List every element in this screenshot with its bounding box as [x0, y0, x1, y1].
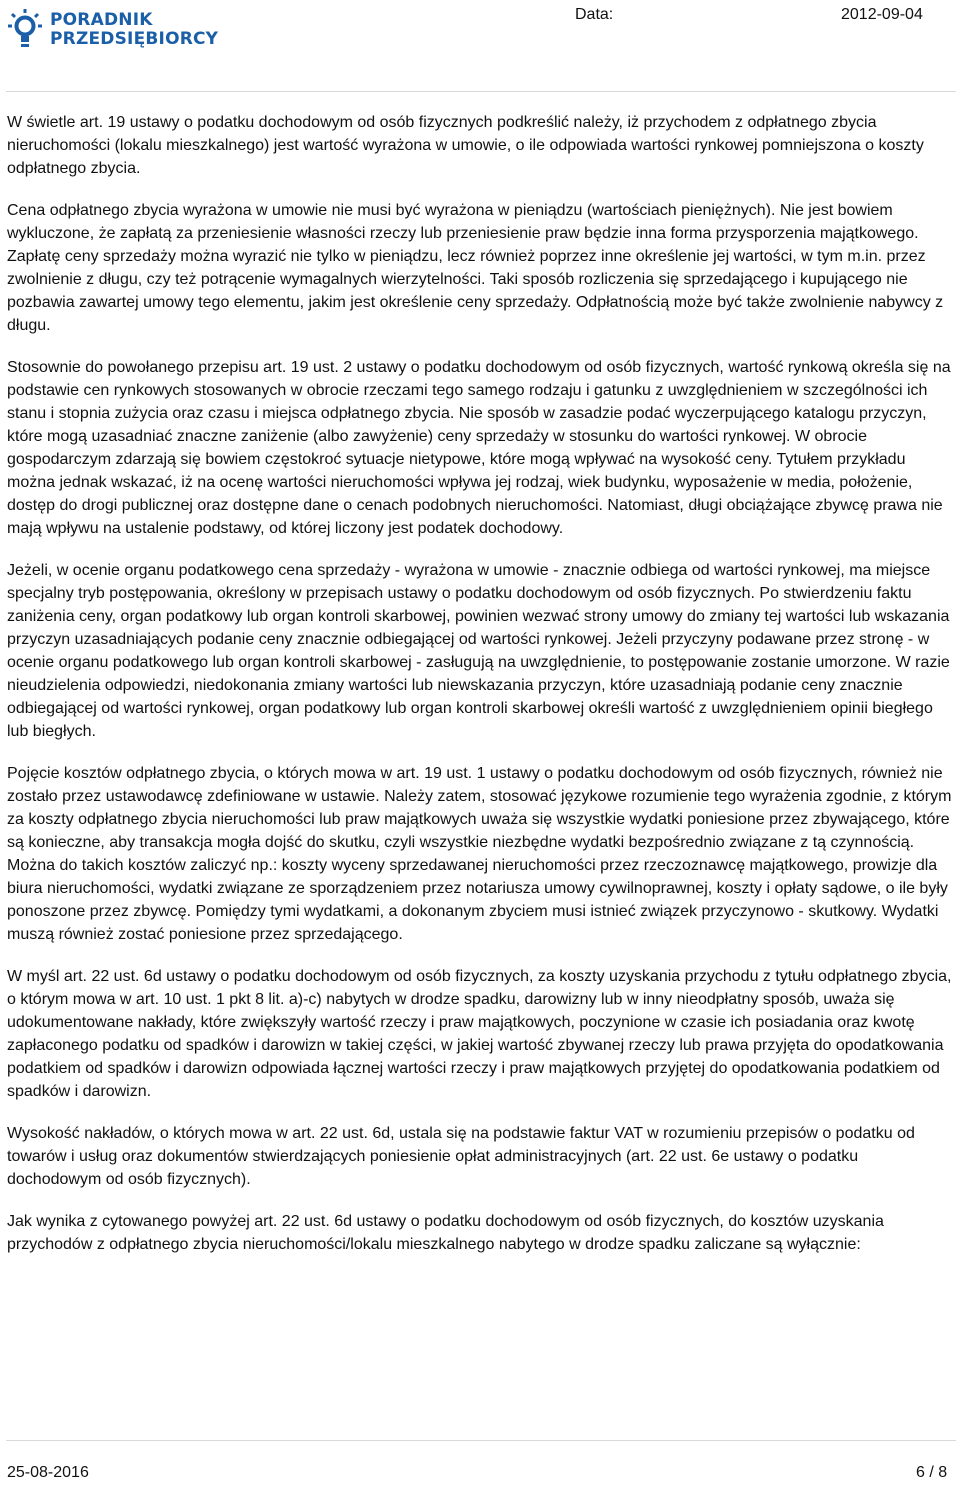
- date-value: 2012-09-04: [841, 6, 923, 23]
- date-row: [0, 6, 960, 26]
- article-body: [7, 111, 955, 1275]
- footer-divider: [6, 1440, 956, 1441]
- logo-line-2: PRZEDSIĘBIORCY: [50, 29, 219, 49]
- page-number: 6 / 8: [916, 1464, 948, 1481]
- paragraph: Jeżeli, w ocenie organu podatkowego cena sprzedaży - wyrażona w umowie - znacznie odbiega od wartości rynkowej, ma miejsce specjalny tryb postępowania, określony w przepisach ustawy o podatku dochodowym od osób fizycznych. Po stwierdzeniu faktu zaniżenia ceny, organ podatkowy lub organ kontroli skarbowej, powinien wezwać strony umowy do zmiany tej wartości lub wskazania przyczyn uzasadniających podanie ceny znacznie odbiegającej od wartości rynkowej. Jeżeli przyczyny podawane przez stronę - w ocenie organu podatkowego lub organ kontroli skarbowej - zasługują na uwzględnienie, to postępowanie zostanie umorzone. W razie nieudzielenia odpowiedzi, niedokonania zmiany wartości lub niewskazania przyczyn, które uzasadniają podanie ceny znacznie odbiegającej od wartości rynkowej, organ podatkowy lub organ kontroli skarbowej określi wartość z uwzględnieniem opinii biegłego lub biegłych.: [7, 562, 950, 740]
- paragraph: Wysokość nakładów, o których mowa w art. 22 ust. 6d, ustala się na podstawie faktur VAT w rozumieniu przepisów o podatku od towarów i usług oraz dokumentów stwierdzających poniesienie opłat administracyjnych (art. 22 ust. 6e ustawy o podatku dochodowym od osób fizycznych).: [7, 1125, 915, 1188]
- paragraph: W myśl art. 22 ust. 6d ustawy o podatku dochodowym od osób fizycznych, za koszty uzyskania przychodu z tytułu odpłatnego zbycia, o którym mowa w art. 10 ust. 1 pkt 8 lit. a)-c) nabytych w drodze spadku, darowizny lub w inny nieodpłatny sposób, uważa się udokumentowane nakłady, które zwiększyły wartość rzeczy i praw majątkowych, poczynione w czasie ich posiadania oraz kwotę zapłaconego podatku od spadków i darowizn w takiej części, w jakiej wartość zbywanej rzeczy lub prawa przyjęta do opodatkowania podatkiem od spadków i darowizn odpowiada łącznej wartości rzeczy i praw majątkowych przyjętej do opodatkowania podatkiem od spadków i darowizn.: [7, 968, 952, 1100]
- paragraph: W świetle art. 19 ustawy o podatku dochodowym od osób fizycznych podkreślić należy, iż przychodem z odpłatnego zbycia nieruchomości (lokalu mieszkalnego) jest wartość wyrażona w umowie, o ile odpowiada wartości rynkowej pomniejszona o koszty odpłatnego zbycia.: [7, 114, 924, 177]
- page-header: [0, 0, 960, 92]
- logo-line-1: PORADNIK: [50, 10, 153, 30]
- paragraph: Jak wynika z cytowanego powyżej art. 22 ust. 6d ustawy o podatku dochodowym od osób fizycznych, do kosztów uzyskania przychodów z odpłatnego zbycia nieruchomości/lokalu mieszkalnego nabytego w drodze spadku zaliczane są wyłącznie:: [7, 1213, 884, 1253]
- footer-date: 25-08-2016: [7, 1464, 89, 1481]
- date-label: Data:: [575, 6, 614, 23]
- paragraph: Cena odpłatnego zbycia wyrażona w umowie nie musi być wyrażona w pieniądzu (wartościach pieniężnych). Nie jest bowiem wykluczone, że zapłatą za przeniesienie własności rzeczy lub przeniesienie praw będzie inna forma przysporzenia majątkowego. Zapłatę ceny sprzedaży można wyrazić nie tylko w pieniądzu, lecz również poprzez inne określenie jej wartości, w tym m.in. przez zwolnienie z długu, czy też potrącenie wymagalnych wierzytelności. Taki sposób rozliczenia się sprzedającego i kupującego nie pozbawia zawartej umowy tego elementu, jakim jest określenie ceny sprzedaży. Odpłatnością może być także zwolnienie nabywcy z długu.: [7, 202, 944, 334]
- paragraph: Stosownie do powołanego przepisu art. 19 ust. 2 ustawy o podatku dochodowym od osób fizycznych, wartość rynkową określa się na podstawie cen rynkowych stosowanych w obrocie rzeczami tego samego rodzaju i gatunku z uwzględnieniem w szczególności ich stanu i stopnia zużycia oraz czasu i miejsca odpłatnego zbycia. Nie sposób w zasadzie podać wyczerpującego katalogu przyczyn, które mogą uzasadniać znaczne zaniżenie (albo zawyżenie) ceny sprzedaży w stosunku do wartości rynkowej. W obrocie gospodarczym zdarzają się bowiem częstokroć sytuacje nietypowe, które mogą wpływać na wysokość ceny. Tytułem przykładu można jednak wskazać, iż na ocenę wartości nieruchomości wpływa jej rodzaj, wiek budynku, wyposażenie w media, położenie, dostęp do drogi publicznej oraz dostępne dane o cenach podobnych nieruchomości. Natomiast, długi obciążające zbywcę prawa nie mają wpływu na ustalenie podstawy, od której liczony jest podatek dochodowy.: [7, 359, 951, 537]
- page-footer: [0, 1440, 960, 1487]
- header-divider: [6, 91, 956, 92]
- paragraph: Pojęcie kosztów odpłatnego zbycia, o których mowa w art. 19 ust. 1 ustawy o podatku dochodowym od osób fizycznych, również nie zostało przez ustawodawcę zdefiniowane w ustawie. Należy zatem, stosować językowe rozumienie tego wyrażenia zgodnie, z którym za koszty odpłatnego zbycia nieruchomości lub praw majątkowych uważa się wszystkie wydatki poniesione przez zbywającego, które są konieczne, aby transakcja mogła dojść do skutku, czyli wszystkie niezbędne wydatki bezpośrednio związane z tą czynnością. Można do takich kosztów zaliczyć np.: koszty wyceny sprzedawanej nieruchomości przez rzeczoznawcę majątkowego, prowizje dla biura nieruchomości, wydatki związane ze sporządzeniem przez notariusza umowy cywilnoprawnej, koszty i opłaty sądowe, o ile były ponoszone przez zbywcę. Pomiędzy tymi wydatkami, a dokonanym zbyciem musi istnieć związek przyczynowo - skutkowy. Wydatki muszą również zostać poniesione przez sprzedającego.: [7, 765, 952, 943]
